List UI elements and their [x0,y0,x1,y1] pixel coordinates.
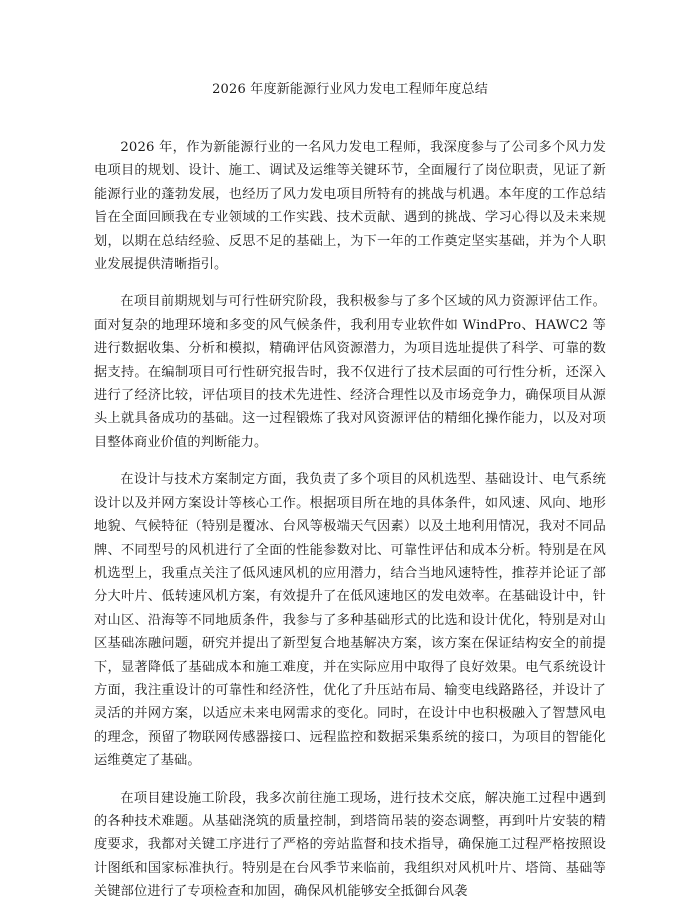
paragraph-construction: 在项目建设施工阶段，我多次前往施工现场，进行技术交底，解决施工过程中遇到的各种技术难题。从基础浇筑的质量控制，到塔筒吊装的姿态调整，再到叶片安装的精度要求，我都对关键工序进行了严格的旁站监督和技术指导，确保施工过程严格按照设计图纸和国家标准执行。特别是在台风季节来临前，我组织对风机叶片、塔筒、基础等关键部位进行了专项检查和加固，确保风机能够安全抵御台风袭 [94,790,606,900]
paragraph-intro: 2026 年，作为新能源行业的一名风力发电工程师，我深度参与了公司多个风力发电项目的规划、设计、施工、调试及运维等关键环节，全面履行了岗位职责，见证了新能源行业的蓬勃发展，也经历了风力发电项目所特有的挑战与机遇。本年度的工作总结旨在全面回顾我在专业领域的工作实践、技术贡献、遇到的挑战、学习心得以及未来规划，以期在总结经验、反思不足的基础上，为下一年的工作奠定坚实基础，并为个人职业发展提供清晰指引。 [94,140,606,273]
document-title: 2026 年度新能源行业风力发电工程师年度总结 [212,82,488,97]
paragraph-design: 在设计与技术方案制定方面，我负责了多个项目的风机选型、基础设计、电气系统设计以及并网方案设计等核心工作。根据项目所在地的具体条件，如风速、风向、地形地貌、气候特征（特别是覆冰、台风等极端天气因素）以及土地利用情况，我对不同品牌、不同型号的风机进行了全面的性能参数对比、可靠性评估和成本分析。特别是在风机选型上，我重点关注了低风速风机的应用潜力，结合当地风速特性，推荐并论证了部分大叶片、低转速风机方案，有效提升了在低风速地区的发电效率。在基础设计中，针对山区、沿海等不同地质条件，我参与了多种基础形式的比选和设计优化，特别是对山区基础冻融问题，研究并提出了新型复合地基解决方案，该方案在保证结构安全的前提下，显著降低了基础成本和施工难度，并在实际应用中取得了良好效果。电气系统设计方面，我注重设计的可靠性和经济性，优化了升压站布局、输变电线路路径，并设计了灵活的并网方案，以适应未来电网需求的变化。同时，在设计中也积极融入了智慧风电的理念，预留了物联网传感器接口、远程监控和数据采集系统的接口，为项目的智能化运维奠定了基础。 [94,472,606,769]
document-body [94,136,606,918]
paragraph-planning: 在项目前期规划与可行性研究阶段，我积极参与了多个区域的风力资源评估工作。面对复杂的地理环境和多变的风气候条件，我利用专业软件如 WindPro、HAWC2 等进行数据收集、分析和模拟，精确评估风资源潜力，为项目选址提供了科学、可靠的数据支持。在编制项目可行性研究报告时，我不仅进行了技术层面的可行性分析，还深入进行了经济比较，评估项目的技术先进性、经济合理性以及市场竞争力，确保项目从源头上就具备成功的基础。这一过程锻炼了我对风资源评估的精细化操作能力，以及对项目整体商业价值的判断能力。 [94,294,606,450]
